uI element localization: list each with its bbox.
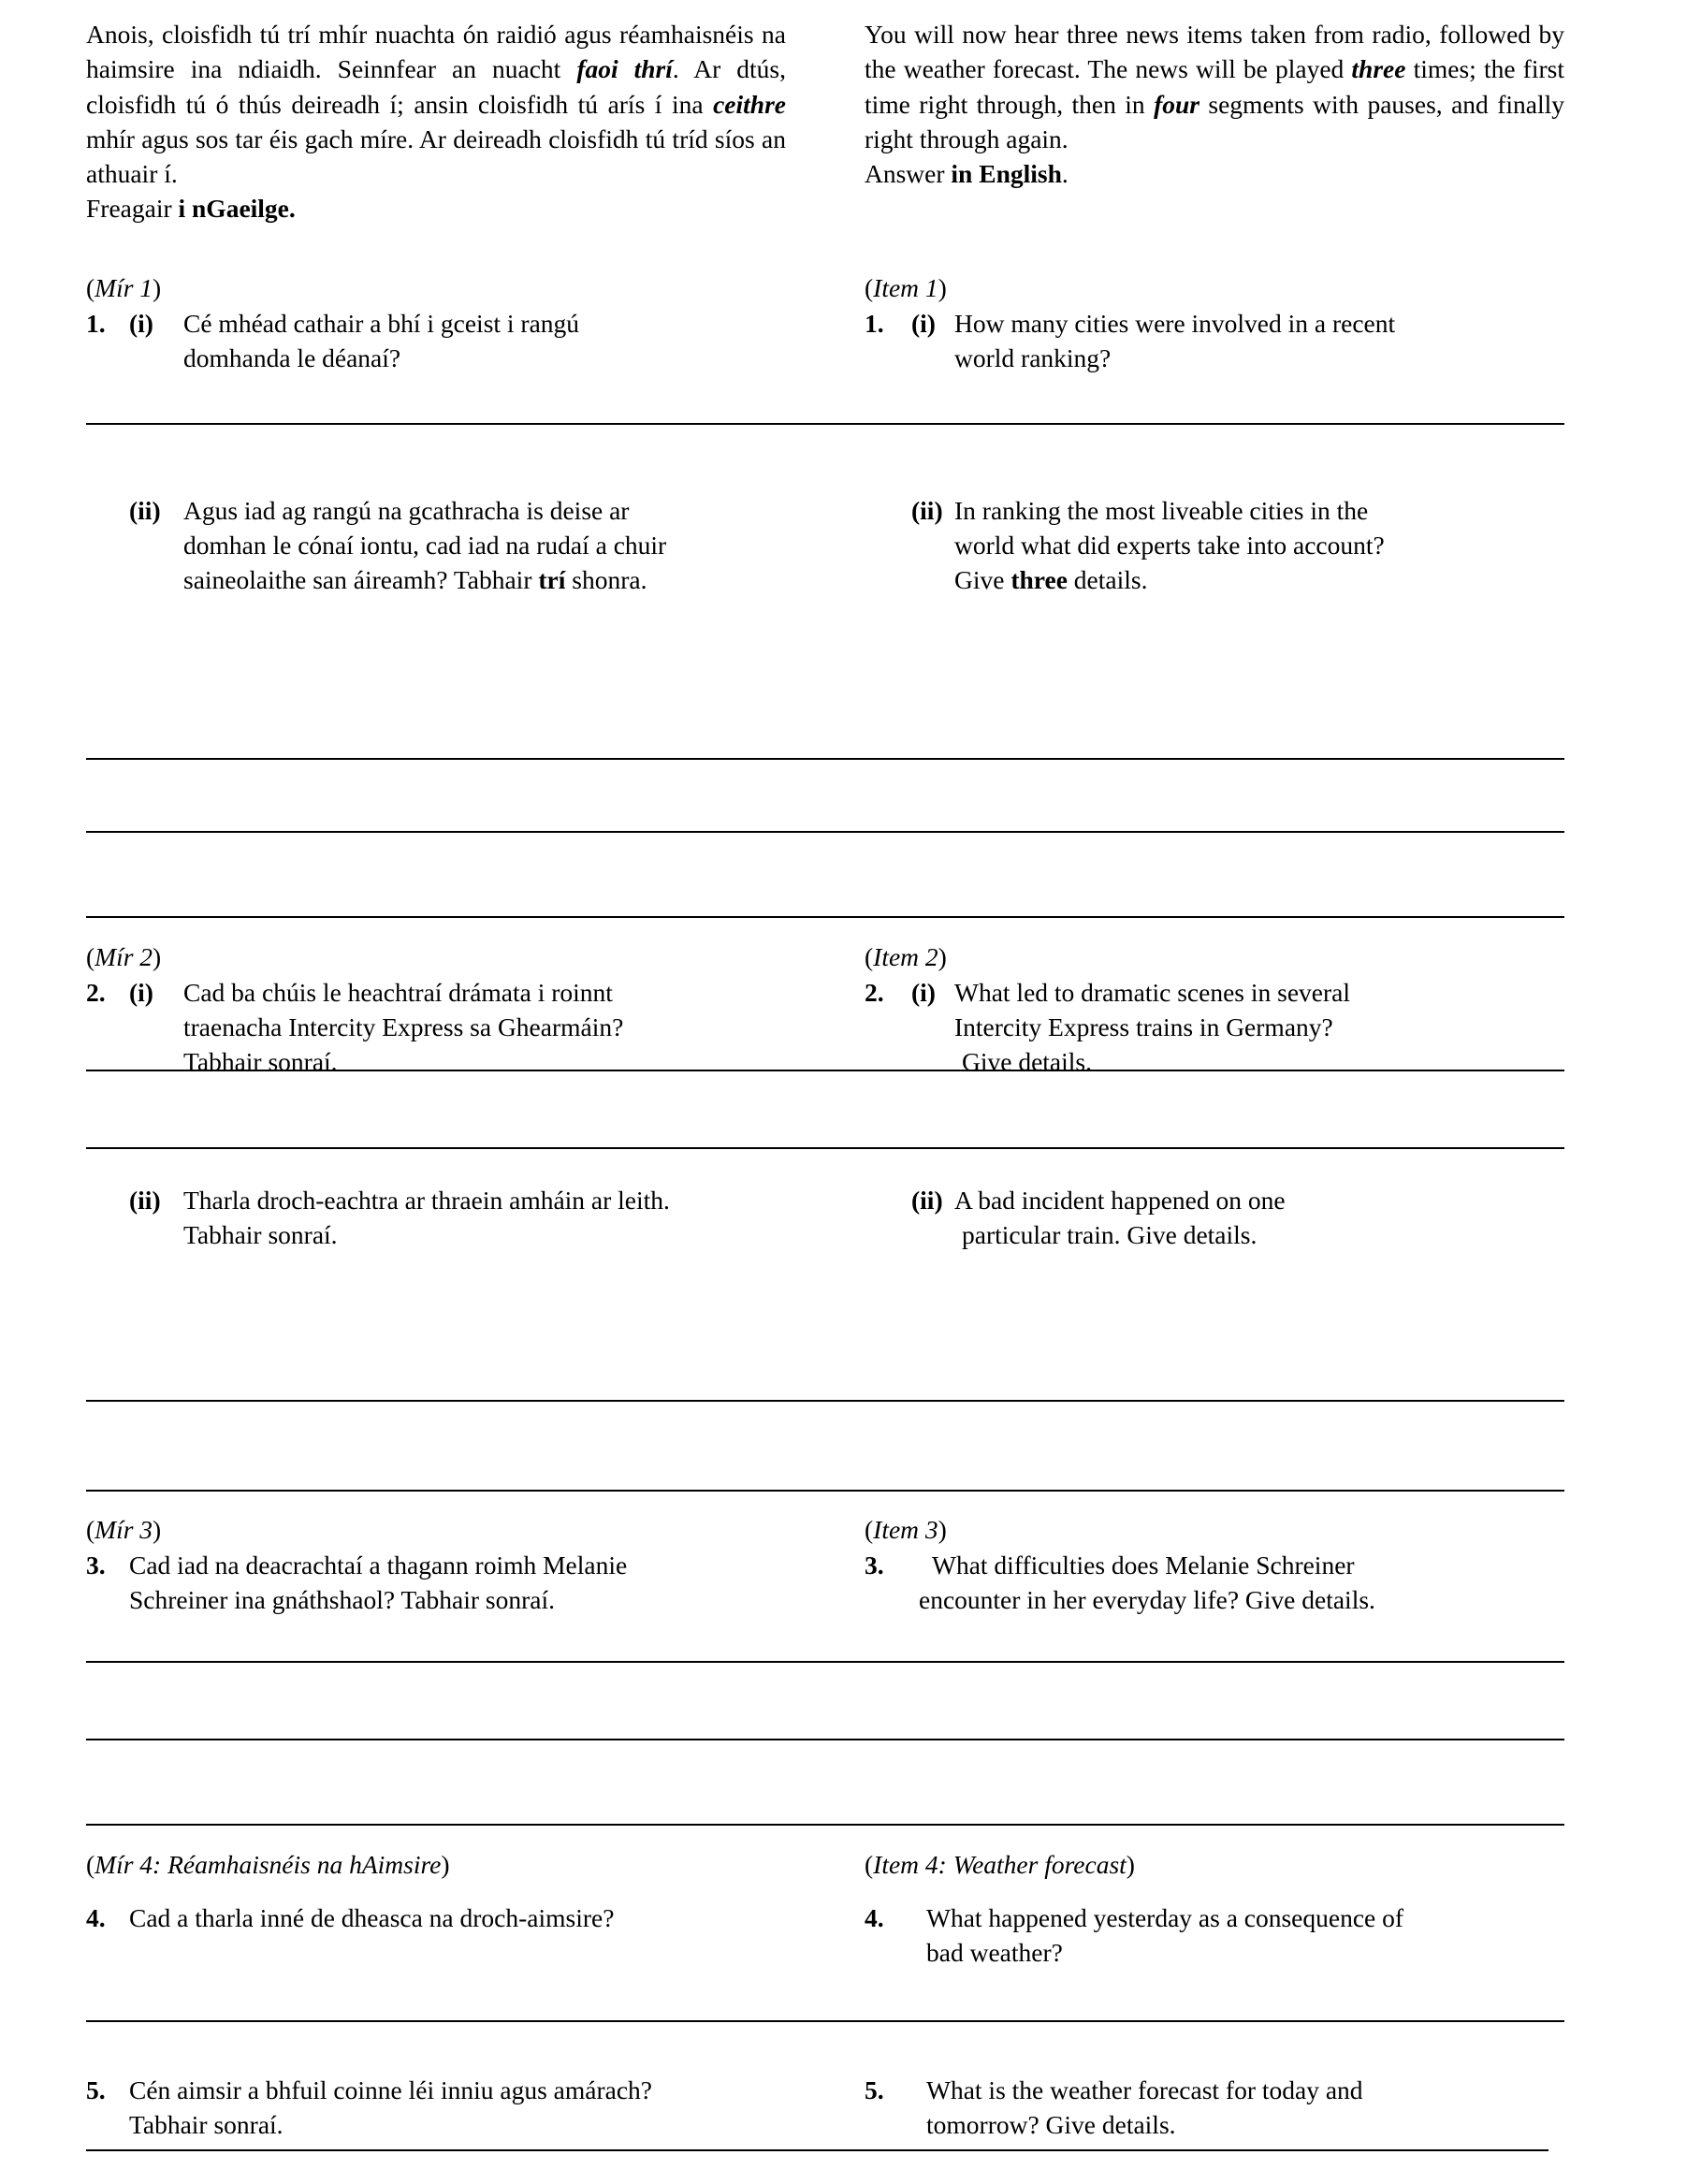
question-text <box>183 976 786 1080</box>
instructions-irish-paragraph <box>86 17 786 191</box>
question-subnumber: (i) <box>911 977 936 1007</box>
question-text <box>911 1901 1564 1971</box>
instr-ga-emph-faoi-thri: faoi thrí <box>576 54 673 84</box>
section-divider-rule[interactable] <box>86 916 1564 918</box>
item3-head-close-en: ) <box>938 1515 947 1544</box>
question-5-english <box>865 2074 1564 2143</box>
question-line: Cad ba chúis le heachtraí drámata i roinnt <box>183 977 613 1007</box>
item3-english <box>865 1513 1564 1618</box>
item2-head-label-ga: Mír 2 <box>94 942 153 971</box>
instr-ga-part2: . Ar dtús, cloisfidh tú ó thús deireadh í; ansin cloisfidh tú arís í ina <box>86 54 787 119</box>
emphasis-tri: trí <box>538 564 566 594</box>
item2-english <box>865 940 1564 1080</box>
section-item2-q2ii <box>86 1184 1564 1253</box>
question-text <box>954 1184 1564 1253</box>
question-text <box>183 494 786 598</box>
item2-irish <box>86 940 786 1080</box>
question-number: 4. <box>865 1903 884 1932</box>
item2-head-close-ga: ) <box>153 942 162 971</box>
instructions-irish-answer-line <box>86 191 786 226</box>
section-item2-q2i <box>86 940 1564 1080</box>
item1-head-close-ga: ) <box>153 273 162 302</box>
item4-head-label-ga: Mír 4: Réamhaisnéis na hAimsire <box>94 1850 442 1879</box>
question-text <box>911 2074 1564 2143</box>
item2-heading-irish <box>86 940 786 974</box>
question-1ii-english <box>865 494 1564 598</box>
item2-head-open-ga: ( <box>86 942 95 971</box>
instructions-english-paragraph <box>865 17 1564 156</box>
item4-head-label-en: Item 4: Weather forecast <box>873 1850 1127 1879</box>
instr-en-part1: You will now hear three news items taken from radio, followed by the weather forecast. The news will be played <box>865 20 1564 84</box>
question-line: Give details. <box>962 1046 1092 1076</box>
question-number: 3. <box>865 1550 884 1580</box>
question-subnumber: (ii) <box>911 496 943 525</box>
item3-head-label-en: Item 3 <box>873 1515 938 1544</box>
item4-irish-heading-wrap <box>86 1848 786 1884</box>
item4-english-heading-wrap <box>865 1848 1564 1884</box>
answer-rule-line[interactable] <box>86 2149 1548 2151</box>
question-2ii-english <box>865 1184 1564 1253</box>
question-line: bad weather? <box>926 1937 1063 1967</box>
question-4-irish <box>86 1901 786 1936</box>
question-line: How many cities were involved in a recent <box>954 308 1396 338</box>
question-text <box>129 2074 786 2143</box>
instructions-irish <box>86 17 786 226</box>
item1-head-open-en: ( <box>865 273 874 302</box>
question-line: domhanda le déanaí? <box>183 342 401 372</box>
instr-en-answer-suffix: . <box>1061 159 1069 188</box>
item1-heading-english <box>865 271 1564 305</box>
question-subnumber: (i) <box>129 977 153 1007</box>
question-line: What led to dramatic scenes in several <box>954 977 1351 1007</box>
instr-ga-emph-ceithre: ceithre <box>713 89 786 119</box>
item1-irish <box>86 271 786 376</box>
question-2ii-irish <box>86 1184 786 1253</box>
item3-irish <box>86 1513 786 1618</box>
instr-en-emph-four: four <box>1154 89 1199 119</box>
item4-head-open-ga: ( <box>86 1850 95 1879</box>
item4-head-close-en: ) <box>1126 1850 1135 1879</box>
question-4-english <box>865 1901 1564 1971</box>
question-line: world what did experts take into account? <box>954 530 1385 560</box>
question-line: Cén aimsir a bhfuil coinne léi inniu agus amárach? <box>129 2075 652 2104</box>
item1-head-close-en: ) <box>938 273 947 302</box>
instr-en-answer-prefix: Answer <box>865 159 952 188</box>
question-3-english <box>865 1549 1564 1618</box>
answer-rule-line[interactable] <box>86 1661 1564 1663</box>
item4-head-close-ga: ) <box>441 1850 450 1879</box>
item2-head-close-en: ) <box>938 942 947 971</box>
item4-head-open-en: ( <box>865 1850 874 1879</box>
question-line: Cad iad na deacrachtaí a thagann roimh Melanie <box>129 1550 628 1580</box>
question-subnumber: (ii) <box>129 496 161 525</box>
instr-ga-part1: Anois, cloisfidh tú trí mhír nuachta ón raidió agus réamhaisnéis na haimsire ina ndiaidh. Seinnfear an nuacht <box>86 20 786 84</box>
section-item4-q5 <box>86 2074 1564 2143</box>
section-item1-q1ii <box>86 494 1564 598</box>
question-line: domhan le cónaí iontu, cad iad na rudaí a chuir <box>183 530 667 560</box>
question-line: What difficulties does Melanie Schreiner <box>932 1550 1355 1580</box>
question-5-irish <box>86 2074 786 2143</box>
question-line: Cé mhéad cathair a bhí i gceist i rangú <box>183 308 580 338</box>
answer-rule-line[interactable] <box>86 758 1564 760</box>
question-number: 4. <box>86 1903 106 1932</box>
question-text <box>954 494 1564 598</box>
question-line: traenacha Intercity Express sa Ghearmáin? <box>183 1012 624 1041</box>
question-2i-english <box>865 976 1564 1080</box>
instr-en-part3: segments with pauses, and finally right through again. <box>865 89 1564 153</box>
item4-q4-english <box>865 1901 1564 1971</box>
item4-q4-irish <box>86 1901 786 1971</box>
instr-en-emph-three: three <box>1351 54 1406 84</box>
item3-head-open-en: ( <box>865 1515 874 1544</box>
question-line: Tabhair sonraí. <box>129 2109 284 2139</box>
question-number: 1. <box>865 308 884 338</box>
item4-heading-english <box>865 1848 1564 1882</box>
item1-head-label-en: Item 1 <box>873 273 938 302</box>
answer-rule-line[interactable] <box>86 1070 1564 1071</box>
question-subnumber: (i) <box>129 308 153 338</box>
answer-rule-line[interactable] <box>86 1400 1564 1402</box>
item3-head-open-ga: ( <box>86 1515 95 1544</box>
question-line: encounter in her everyday life? Give details. <box>919 1584 1375 1614</box>
question-line: Schreiner ina gnáthshaol? Tabhair sonraí. <box>129 1584 555 1614</box>
item4-heading-irish <box>86 1848 786 1882</box>
question-2i-irish <box>86 976 786 1080</box>
emphasis-three: three <box>1010 564 1068 594</box>
item1-q1ii-irish <box>86 494 786 598</box>
item3-head-close-ga: ) <box>153 1515 162 1544</box>
question-text <box>954 976 1564 1080</box>
question-line: world ranking? <box>954 342 1112 372</box>
section-item4-q4 <box>86 1901 1564 1971</box>
question-line: What is the weather forecast for today and <box>926 2075 1363 2104</box>
question-line: What happened yesterday as a consequence of <box>926 1903 1404 1932</box>
section-divider-rule[interactable] <box>86 1824 1564 1826</box>
question-subnumber: (ii) <box>911 1186 943 1215</box>
question-line: Tabhair sonraí. <box>183 1219 338 1249</box>
question-line: saineolaithe san áireamh? Tabhair trí shonra. <box>183 564 647 594</box>
instr-en-answer-emph: in English <box>951 159 1062 188</box>
question-1ii-irish <box>86 494 786 598</box>
question-line: tomorrow? Give details. <box>926 2109 1176 2139</box>
item2-q2ii-english <box>865 1184 1564 1253</box>
question-subnumber: (i) <box>911 308 936 338</box>
question-line: In ranking the most liveable cities in the <box>954 496 1369 525</box>
instructions-english <box>865 17 1564 226</box>
item1-head-open-ga: ( <box>86 273 95 302</box>
answer-rule-line[interactable] <box>86 1739 1564 1740</box>
item1-q1ii-english <box>865 494 1564 598</box>
question-number: 1. <box>86 308 106 338</box>
instr-ga-part3: mhír agus sos tar éis gach míre. Ar deireadh cloisfidh tú tríd síos an athuair í. <box>86 124 786 188</box>
question-text <box>129 1549 786 1618</box>
instr-ga-answer-prefix: Freagair <box>86 194 179 224</box>
question-number: 5. <box>865 2075 884 2104</box>
answer-rule-line[interactable] <box>86 423 1564 425</box>
item2-head-open-en: ( <box>865 942 874 971</box>
item4-q5-english <box>865 2074 1564 2143</box>
section-item1-q1i <box>86 271 1564 376</box>
item1-heading-irish <box>86 271 786 305</box>
section-divider-rule[interactable] <box>86 1490 1564 1492</box>
question-line: Cad a tharla inné de dheasca na droch-aimsire? <box>129 1903 615 1932</box>
item1-head-label-ga: Mír 1 <box>94 273 153 302</box>
question-text <box>183 1184 786 1253</box>
answer-rule-line[interactable] <box>86 2020 1564 2022</box>
item1-english <box>865 271 1564 376</box>
item2-heading-english <box>865 940 1564 974</box>
question-line: Intercity Express trains in Germany? <box>954 1012 1333 1041</box>
item3-head-label-ga: Mír 3 <box>94 1515 153 1544</box>
item2-head-label-en: Item 2 <box>873 942 938 971</box>
question-1i-english <box>865 307 1564 376</box>
item3-heading-irish <box>86 1513 786 1547</box>
question-number: 5. <box>86 2075 106 2104</box>
instr-ga-answer-emph: i nGaeilge. <box>178 194 296 224</box>
question-number: 3. <box>86 1550 106 1580</box>
instructions-english-answer-line <box>865 156 1564 191</box>
question-text <box>954 307 1564 376</box>
question-line: Tharla droch-eachtra ar thraein amháin ar leith. <box>183 1186 670 1215</box>
question-number: 2. <box>865 977 884 1007</box>
question-number: 2. <box>86 977 106 1007</box>
instructions-block <box>86 17 1564 226</box>
question-line: A bad incident happened on one <box>954 1186 1286 1215</box>
question-text <box>183 307 786 376</box>
section-item3 <box>86 1513 1564 1618</box>
question-line: Give three details. <box>954 564 1148 594</box>
answer-rule-line[interactable] <box>86 831 1564 833</box>
question-line: particular train. Give details. <box>962 1219 1258 1249</box>
question-3-irish <box>86 1549 786 1618</box>
item4-q5-irish <box>86 2074 786 2143</box>
instr-en-part2: times; the first time right through, then in <box>865 54 1564 119</box>
question-text <box>129 1901 786 1936</box>
answer-rule-line[interactable] <box>86 1147 1564 1149</box>
section-item4-heading <box>86 1848 1564 1884</box>
question-line: Tabhair sonraí. <box>183 1046 338 1076</box>
item2-q2ii-irish <box>86 1184 786 1253</box>
question-1i-irish <box>86 307 786 376</box>
question-line: Agus iad ag rangú na gcathracha is deise ar <box>183 496 630 525</box>
item3-heading-english <box>865 1513 1564 1547</box>
question-subnumber: (ii) <box>129 1186 161 1215</box>
question-text <box>911 1549 1564 1618</box>
